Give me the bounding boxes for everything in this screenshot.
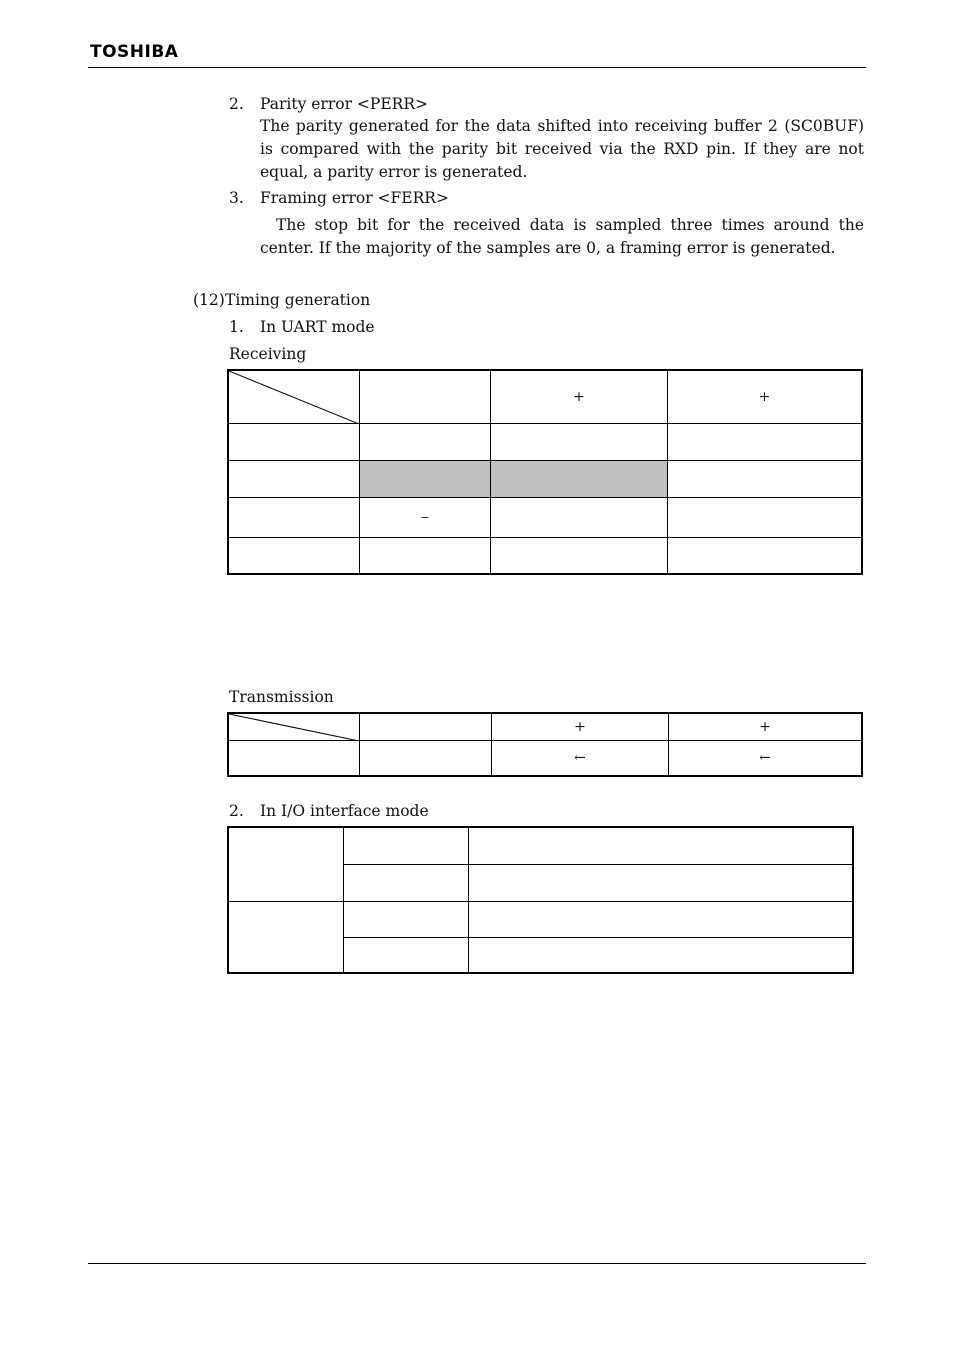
table-row bbox=[228, 497, 862, 537]
receiving-table bbox=[227, 369, 863, 575]
header-rule bbox=[88, 67, 866, 68]
table-row bbox=[228, 740, 862, 776]
table-cell bbox=[360, 423, 491, 460]
table-cell bbox=[228, 740, 360, 776]
uart-mode-title: In UART mode bbox=[260, 318, 375, 336]
table-cell: + bbox=[492, 713, 669, 740]
table-cell bbox=[344, 937, 469, 973]
table-cell bbox=[469, 937, 854, 973]
table-cell: + bbox=[669, 713, 863, 740]
table-cell bbox=[344, 827, 469, 864]
transmission-table bbox=[227, 712, 863, 777]
table-cell bbox=[344, 901, 469, 937]
diagonal-line bbox=[229, 371, 359, 424]
table-row bbox=[228, 537, 862, 574]
table-cell bbox=[668, 460, 863, 497]
table-cell: + bbox=[491, 370, 668, 423]
table-cell bbox=[228, 423, 360, 460]
table-cell bbox=[360, 370, 491, 423]
shaded-cell bbox=[491, 460, 668, 497]
io-mode-title: In I/O interface mode bbox=[260, 802, 429, 820]
table-cell bbox=[491, 497, 668, 537]
table-cell bbox=[228, 497, 360, 537]
item-title-framing: Framing error <FERR> bbox=[260, 189, 449, 207]
table-cell bbox=[228, 827, 344, 901]
table-cell bbox=[469, 901, 854, 937]
table-row bbox=[228, 423, 862, 460]
table-cell: + bbox=[668, 370, 863, 423]
table-row bbox=[228, 827, 853, 864]
table-cell bbox=[469, 827, 854, 864]
table-cell bbox=[491, 537, 668, 574]
transmission-label: Transmission bbox=[229, 688, 334, 706]
table-cell bbox=[469, 864, 854, 901]
table-cell bbox=[360, 740, 492, 776]
table-cell bbox=[228, 537, 360, 574]
diagonal-header-cell bbox=[228, 370, 360, 423]
section-number: (12) bbox=[193, 291, 225, 309]
table-row bbox=[228, 901, 853, 937]
table-cell bbox=[360, 537, 491, 574]
table-header-row bbox=[228, 713, 862, 740]
table-cell bbox=[668, 497, 863, 537]
arrow-cell: ← bbox=[492, 740, 669, 776]
table-cell bbox=[228, 460, 360, 497]
brand-logo: TOSHIBA bbox=[90, 42, 179, 62]
table-cell bbox=[668, 537, 863, 574]
table-row bbox=[228, 460, 862, 497]
diagonal-header-cell bbox=[228, 713, 360, 740]
table-cell bbox=[228, 901, 344, 973]
parity-description: The parity generated for the data shifted into receiving buffer 2 (SC0BUF) is compared with the parity bit received via the RXD pin. If they are not equal, a parity error is generated. bbox=[260, 117, 864, 181]
arrow-cell: ← bbox=[669, 740, 863, 776]
table-header-row bbox=[228, 370, 862, 423]
table-cell bbox=[344, 864, 469, 901]
table-cell bbox=[360, 713, 492, 740]
framing-description: The stop bit for the received data is sampled three times around the center. If the majority of the samples are 0, a framing error is generated. bbox=[260, 216, 864, 257]
shaded-cell bbox=[360, 460, 491, 497]
table-cell bbox=[668, 423, 863, 460]
item-number: 2. bbox=[229, 95, 244, 113]
table-cell: − bbox=[360, 497, 491, 537]
receiving-label: Receiving bbox=[229, 345, 307, 363]
section-title: Timing generation bbox=[225, 291, 371, 309]
io-table bbox=[227, 826, 854, 974]
diagonal-line bbox=[229, 714, 359, 741]
item-number: 1. bbox=[229, 318, 244, 336]
item-number: 2. bbox=[229, 802, 244, 820]
item-number: 3. bbox=[229, 189, 244, 207]
table-cell bbox=[491, 423, 668, 460]
footer-rule bbox=[88, 1263, 866, 1264]
item-title-parity: Parity error <PERR> bbox=[260, 95, 428, 113]
